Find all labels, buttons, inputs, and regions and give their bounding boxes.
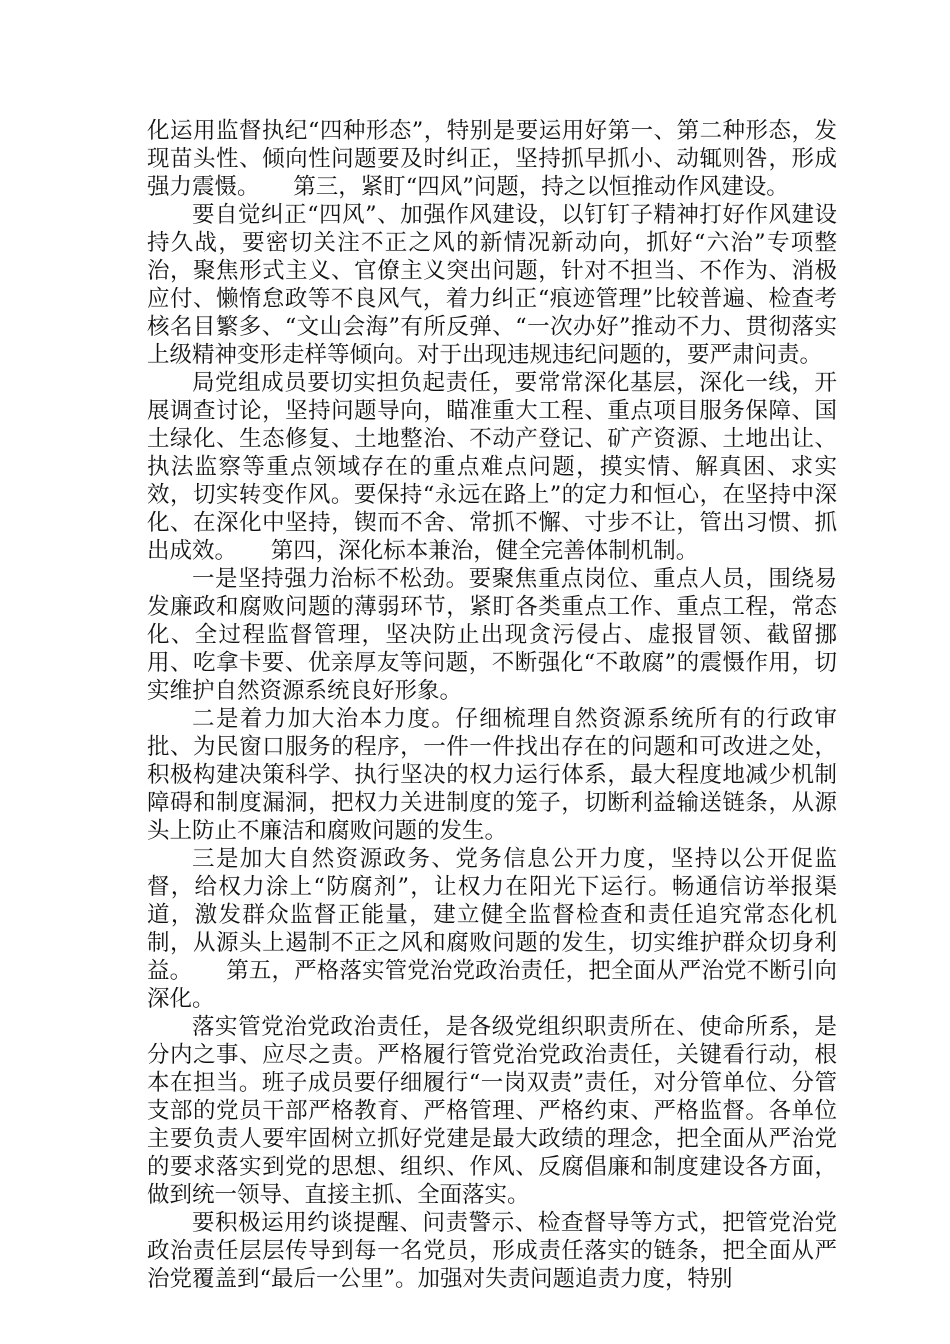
paragraph-3: 局党组成员要切实担负起责任，要常常深化基层，深化一线，开展调查讨论，坚持问题导向，瞄准重大工程、重点项目服务保障、国土绿化、生态修复、土地整治、不动产登记、矿产资源、土地出让、执法监察等重点领域存在的重点难点问题，摸实情、解真困、求实效，切实转变作风。要保持“永远在路上”的定力和恒心，在坚持中深化、在深化中坚持，锲而不舍、常抓不懈、寸步不让，管出习惯、抓出成效。 第四，深化标本兼治，健全完善体制机制。 <box>147 370 837 564</box>
paragraph-8: 要积极运用约谈提醒、问责警示、检查督导等方式，把管党治党政治责任层层传导到每一名党员，形成责任落实的链条，把全面从严治党覆盖到“最后一公里”。加强对失责问题追责力度，特别 <box>147 1210 837 1292</box>
paragraph-6: 三是加大自然资源政务、党务信息公开力度，坚持以公开促监督，给权力涂上“防腐剂”，让权力在阳光下运行。畅通信访举报渠道，激发群众监督正能量，建立健全监督检查和责任追究常态化机制，从源头上遏制不正之风和腐败问题的发生，切实维护群众切身利益。 第五，严格落实管党治党政治责任，把全面从严治党不断引向深化。 <box>147 846 837 1012</box>
paragraph-1: 化运用监督执纪“四种形态”，特别是要运用好第一、第二种形态，发现苗头性、倾向性问题要及时纠正，坚持抓早抓小、动辄则咎，形成强力震慑。 第三，紧盯“四风”问题，持之以恒推动作风建设。 <box>147 118 837 200</box>
document-body <box>147 117 837 1293</box>
paragraph-7: 落实管党治党政治责任，是各级党组织职责所在、使命所系，是分内之事、应尽之责。严格履行管党治党政治责任，关键看行动，根本在担当。班子成员要仔细履行“一岗双责”责任，对分管单位、分管支部的党员干部严格教育、严格管理、严格约束、严格监督。各单位主要负责人要牢固树立抓好党建是最大政绩的理念，把全面从严治党的要求落实到党的思想、组织、作风、反腐倡廉和制度建设各方面，做到统一领导、直接主抓、全面落实。 <box>147 1014 837 1208</box>
paragraph-5: 二是着力加大治本力度。仔细梳理自然资源系统所有的行政审批、为民窗口服务的程序，一件一件找出存在的问题和可改进之处，积极构建决策科学、执行坚决的权力运行体系，最大程度地减少机制障碍和制度漏洞，把权力关进制度的笼子，切断利益输送链条，从源头上防止不廉洁和腐败问题的发生。 <box>147 706 837 844</box>
paragraph-2: 要自觉纠正“四风”、加强作风建设，以钉钉子精神打好作风建设持久战，要密切关注不正之风的新情况新动向，抓好“六治”专项整治，聚焦形式主义、官僚主义突出问题，针对不担当、不作为、消极应付、懒惰怠政等不良风气，着力纠正“痕迹管理”比较普遍、检查考核名目繁多、“文山会海”有所反弹、“一次办好”推动不力、贯彻落实上级精神变形走样等倾向。对于出现违规违纪问题的，要严肃问责。 <box>147 202 837 368</box>
paragraph-4: 一是坚持强力治标不松劲。要聚焦重点岗位、重点人员，围绕易发廉政和腐败问题的薄弱环节，紧盯各类重点工作、重点工程，常态化、全过程监督管理，坚决防止出现贪污侵占、虚报冒领、截留挪用、吃拿卡要、优亲厚友等问题，不断强化“不敢腐”的震慑作用，切实维护自然资源系统良好形象。 <box>147 566 837 704</box>
